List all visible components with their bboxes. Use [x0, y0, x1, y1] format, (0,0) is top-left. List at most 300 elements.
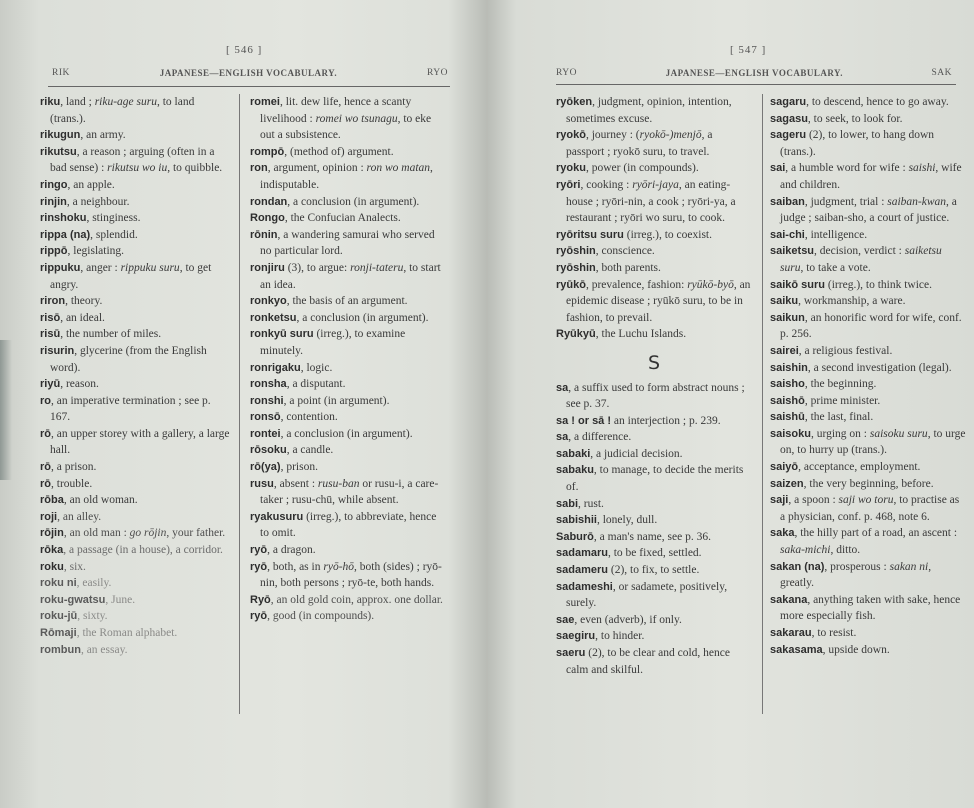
vocab-entry	[556, 645, 752, 678]
vocab-entry	[250, 409, 448, 426]
vocab-entry	[556, 562, 752, 579]
column-divider	[239, 94, 240, 714]
definition: , the Confucian Analects.	[284, 212, 401, 225]
definition: , an essay.	[80, 643, 128, 656]
headword: rompō	[250, 145, 285, 158]
definition: , the Roman alphabet.	[76, 627, 178, 639]
vocab-entry	[250, 426, 448, 443]
headword: rusu	[250, 477, 274, 490]
headword: ryō	[250, 544, 268, 557]
definition: , a dragon.	[267, 544, 316, 557]
headword: rō	[40, 427, 51, 440]
column-left-2	[250, 94, 448, 625]
headword: sakarau	[770, 627, 812, 639]
headword: Saburō	[556, 530, 594, 543]
vocab-entry	[770, 227, 966, 244]
headword: roji	[40, 510, 58, 523]
headword: sakan (na)	[770, 560, 825, 573]
definition: , an imperative termination ; see p. 167.	[50, 394, 211, 424]
definition: , a passage (in a house), a corridor.	[63, 544, 223, 557]
vocab-entry	[770, 277, 966, 294]
right-page	[500, 0, 974, 808]
definition-continued: , greatly.	[780, 560, 932, 590]
definition: , a point (in argument).	[283, 394, 390, 407]
headword: ronjiru	[250, 261, 285, 274]
vocab-entry	[250, 194, 448, 211]
vocab-entry	[770, 409, 966, 426]
definition-continued: , a judge ; saiban-sho, a court of justice.	[780, 195, 957, 225]
vocab-entry	[40, 127, 232, 144]
vocab-entry	[250, 592, 448, 609]
definition: , the basis of an argument.	[286, 295, 408, 308]
definition: , an alley.	[57, 510, 102, 523]
example-phrase: riku-age suru	[94, 96, 157, 108]
definition: , June.	[105, 593, 136, 606]
definition: (irreg.), to think twice.	[825, 278, 933, 291]
definition: , decision, verdict :	[814, 245, 905, 258]
definition: , cooking :	[580, 178, 633, 191]
vocab-entry	[556, 177, 752, 227]
headword: risū	[40, 328, 61, 341]
vocab-entry	[250, 608, 448, 625]
vocab-entry	[556, 496, 752, 513]
definition: , the hilly part of a road, an ascent :	[794, 527, 958, 540]
vocab-entry	[250, 542, 448, 559]
vocab-entry	[556, 545, 752, 562]
vocab-entry	[40, 326, 232, 343]
headword: ronkyū suru	[250, 328, 314, 341]
vocab-entry	[770, 160, 966, 193]
headword: sadameshi	[556, 580, 613, 593]
vocab-entry	[556, 446, 752, 463]
vocab-entry	[770, 127, 966, 160]
vocab-entry	[250, 459, 448, 476]
vocab-entry	[770, 476, 966, 493]
vocab-entry	[556, 612, 752, 629]
definition: , an ideal.	[60, 311, 105, 324]
headword: rō	[40, 477, 51, 490]
headword: ryōken	[556, 96, 593, 108]
definition: , the last, final.	[804, 411, 874, 424]
headword: sakana	[770, 593, 808, 606]
headword: risō	[40, 311, 61, 324]
definition: , both parents.	[595, 261, 661, 274]
definition: , a neighbour.	[66, 195, 130, 208]
definition: , prosperous :	[824, 560, 890, 573]
vocab-entry	[770, 293, 966, 310]
vocab-entry	[40, 260, 232, 293]
example-phrase: rusu-ban	[317, 477, 360, 490]
vocab-entry	[250, 144, 448, 161]
definition: , a conclusion (in argument).	[287, 195, 420, 208]
definition: , lit. dew life, hence a scanty livelihood :	[260, 96, 412, 125]
headword: ryō	[250, 610, 268, 623]
definition: , legislating.	[67, 245, 125, 258]
definition-continued: , to practise as a physician, conf. p. 468, note 6.	[780, 494, 960, 523]
header-right: SAK	[931, 68, 952, 78]
headword: roku	[40, 560, 64, 573]
headword: saisho	[770, 378, 805, 391]
vocab-entry	[40, 559, 232, 576]
headword: saizen	[770, 477, 804, 490]
definition: , an old woman.	[63, 494, 138, 507]
headword: romei	[250, 96, 280, 108]
headword: rinjin	[40, 195, 67, 208]
vocab-entry	[556, 127, 752, 160]
headword: ryakusuru	[250, 510, 304, 523]
vocab-entry	[40, 144, 232, 177]
headword: ryōshin	[556, 261, 596, 274]
vocab-entry	[250, 293, 448, 310]
headword: sai-chi	[770, 228, 805, 241]
vocab-entry	[250, 509, 448, 542]
definition: , to hinder.	[595, 630, 645, 643]
example-phrase: saiketsu suru	[780, 245, 942, 274]
headword: saishū	[770, 411, 805, 424]
definition: , urging on :	[810, 427, 870, 440]
headword: sageru	[770, 129, 807, 142]
example-phrase: ryō-hō	[323, 560, 355, 573]
definition: , good (in compounds).	[267, 610, 375, 623]
vocab-entry	[40, 243, 232, 260]
definition: , the number of miles.	[60, 328, 162, 341]
headword: ryōshin	[556, 245, 596, 258]
headword: roku-jū	[40, 610, 78, 623]
definition: (irreg.), to abbreviate, hence to omit.	[260, 510, 437, 540]
vocab-entry	[40, 608, 232, 625]
definition: , journey : (	[585, 129, 640, 142]
headword: rōnin	[250, 228, 278, 241]
vocab-entry	[770, 111, 966, 128]
definition: , a reason ; arguing (often in a bad sense) :	[50, 145, 215, 175]
definition-continued: , an epidemic disease ; ryūkō suru, to be in fashion, to prevail.	[566, 278, 751, 324]
headword: ryoku	[556, 162, 586, 175]
vocab-entry	[40, 625, 232, 642]
headword: sabaku	[556, 464, 594, 477]
vocab-entry	[40, 177, 232, 194]
definition: , acceptance, employment.	[798, 461, 921, 474]
headword: sa ! or sā !	[556, 414, 612, 427]
vocab-entry	[40, 492, 232, 509]
column-left-1	[40, 94, 232, 658]
definition: , prime minister.	[804, 394, 881, 407]
example-phrase: rikutsu wo iu	[107, 162, 168, 175]
vocab-entry	[40, 293, 232, 310]
vocab-entry	[556, 380, 752, 413]
headword: sa	[556, 381, 569, 394]
definition: , a suffix used to form abstract nouns ; see p. 37.	[566, 381, 745, 411]
definition: , to resist.	[811, 627, 857, 639]
definition: (2), to lower, to hang down (trans.).	[780, 129, 935, 158]
example-phrase: ryokō-)menjō	[639, 129, 702, 142]
definition-continued: , to take a vote.	[800, 261, 871, 274]
definition: , a judicial decision.	[590, 447, 683, 460]
section-letter: S	[647, 351, 661, 374]
vocab-entry	[40, 393, 232, 426]
definition: , upside down.	[822, 643, 890, 656]
vocab-entry	[40, 310, 232, 327]
vocab-entry	[770, 243, 966, 276]
example-phrase: sakan ni	[889, 560, 929, 573]
column-divider	[762, 94, 763, 714]
definition: , a disputant.	[286, 378, 346, 391]
headword: rōjin	[40, 527, 64, 540]
example-phrase: saishi	[908, 162, 936, 175]
headword: rōka	[40, 544, 64, 557]
vocab-entry	[250, 376, 448, 393]
definition: , an apple.	[67, 178, 115, 191]
vocab-entry	[556, 628, 752, 645]
headword: saka	[770, 527, 795, 540]
vocab-entry	[770, 310, 966, 343]
definition: (irreg.), to examine minutely.	[260, 328, 406, 357]
definition: , theory.	[65, 295, 103, 308]
headword: saishō	[770, 394, 805, 407]
vocab-entry	[40, 459, 232, 476]
headword: riyū	[40, 378, 61, 391]
vocab-entry	[556, 326, 752, 343]
headword: rombun	[40, 643, 81, 656]
vocab-entry	[556, 260, 752, 277]
definition: , to descend, hence to go away.	[806, 96, 949, 108]
definition-continued: , your father.	[166, 527, 226, 540]
vocab-entry	[770, 625, 966, 642]
headword: sae	[556, 613, 575, 626]
definition: , stinginess.	[86, 212, 141, 225]
header-left: RYO	[556, 68, 578, 78]
vocab-entry	[40, 642, 232, 659]
vocab-entry	[556, 413, 752, 430]
running-header	[52, 68, 448, 78]
headword: sai	[770, 162, 786, 175]
definition: , to seek, to look for.	[807, 112, 903, 125]
headword: rinshoku	[40, 212, 87, 225]
definition: , rust.	[578, 497, 604, 510]
definition: , a second investigation (legal).	[807, 361, 952, 374]
definition: , argument, opinion :	[267, 162, 367, 175]
vocab-entry	[770, 642, 966, 659]
definition: , anything taken with sake, hence more especially fish.	[780, 593, 961, 623]
vocab-entry	[556, 462, 752, 495]
vocab-entry	[556, 429, 752, 446]
definition-continued: , to start an idea.	[260, 261, 441, 291]
headword: ronshi	[250, 394, 284, 407]
vocab-entry	[770, 360, 966, 377]
definition-continued: or rusu-i, a care-taker ; rusu-chū, while absent.	[260, 477, 439, 507]
definition: , six.	[63, 560, 86, 573]
headword: saisoku	[770, 427, 811, 440]
definition: , conscience.	[595, 245, 655, 258]
headword: sadameru	[556, 564, 608, 577]
headword: sakasama	[770, 643, 823, 656]
headword: ronrigaku	[250, 361, 301, 374]
headword: saiban	[770, 195, 805, 208]
vocab-entry	[556, 94, 752, 127]
definition: , even (adverb), if only.	[574, 613, 682, 626]
definition: , glycerine (from the English word).	[50, 344, 207, 374]
page-number: [ 547 ]	[730, 44, 767, 56]
headword: ryōri	[556, 178, 581, 191]
vocab-entry	[40, 194, 232, 211]
headword: ronsō	[250, 411, 281, 424]
header-center: JAPANESE—ENGLISH VOCABULARY.	[159, 68, 338, 78]
definition: an interjection ; p. 239.	[611, 414, 721, 427]
vocab-entry	[770, 492, 966, 525]
page-number: [ 546 ]	[226, 44, 263, 56]
headword: rippuku	[40, 261, 81, 274]
example-phrase: ronji-tateru	[350, 261, 404, 274]
headword: Ryūkyū	[556, 328, 596, 341]
definition: , an old gold coin, approx. one dollar.	[270, 593, 443, 606]
headword: Rongo	[250, 212, 285, 225]
definition-continued: , an eating-house ; ryōri-nin, a cook ; ryōri-ya, a restaurant ; ryōri wo suru, to cook.	[566, 178, 736, 225]
definition-continued: , to get angry.	[50, 261, 212, 291]
definition: , an old man :	[63, 527, 130, 540]
definition: , reason.	[60, 378, 99, 391]
vocab-entry	[40, 426, 232, 459]
vocab-entry	[250, 310, 448, 327]
definition: , a candle.	[286, 444, 334, 457]
vocab-entry	[40, 542, 232, 559]
headword: ringo	[40, 178, 68, 191]
headword: saeru	[556, 647, 586, 659]
definition: , the very beginning, before.	[803, 477, 934, 490]
headword: rō(ya)	[250, 461, 281, 474]
definition: (2), to be clear and cold, hence calm and skilful.	[566, 647, 730, 676]
definition: , sixty.	[77, 610, 108, 623]
definition: , judgment, trial :	[804, 195, 888, 208]
example-phrase: ron wo matan	[366, 162, 431, 175]
definition: , a conclusion (in argument).	[280, 427, 413, 440]
headword: roku-gwatsu	[40, 593, 106, 606]
headword: rippa (na)	[40, 228, 91, 241]
vocab-entry	[770, 426, 966, 459]
header-left: RIK	[52, 68, 70, 78]
vocab-entry	[250, 260, 448, 293]
headword: riku	[40, 96, 61, 108]
headword: sairei	[770, 344, 799, 357]
vocab-entry	[556, 227, 752, 244]
definition: , logic.	[300, 361, 333, 374]
vocab-entry	[40, 94, 232, 127]
example-phrase: saji wo toru	[838, 494, 894, 507]
headword: ronkyo	[250, 295, 287, 308]
headword: ryōritsu suru	[556, 228, 624, 241]
headword: saiyō	[770, 461, 799, 474]
definition-continued: , both (sides) ; ryō-nin, both persons ; ryō-te, both hands.	[260, 560, 442, 590]
definition: , to manage, to decide the merits of.	[566, 464, 744, 494]
vocab-entry	[250, 210, 448, 227]
definition: , trouble.	[51, 477, 93, 490]
definition-continued: , to urge on, to hurry up (trans.).	[780, 427, 966, 457]
headword: ryokō	[556, 129, 586, 142]
headword: saiku	[770, 295, 799, 308]
headword: rōsoku	[250, 444, 287, 457]
vocab-entry	[40, 476, 232, 493]
headword: saegiru	[556, 630, 596, 643]
vocab-entry	[556, 160, 752, 177]
definition: , prison.	[280, 461, 318, 474]
headword: rikutsu	[40, 145, 77, 158]
vocab-entry	[556, 512, 752, 529]
definition-continued: , to quibble.	[167, 162, 223, 175]
example-phrase: go rōjin	[129, 527, 167, 540]
column-right-1	[556, 94, 752, 678]
headword: rōba	[40, 494, 64, 507]
definition: , absent :	[273, 477, 318, 490]
vocab-entry	[556, 243, 752, 260]
vocab-entry	[250, 393, 448, 410]
headword: roku ni	[40, 577, 77, 590]
vocab-entry	[40, 227, 232, 244]
definition: , a conclusion (in argument).	[296, 311, 429, 324]
example-phrase: ryōri-jaya	[632, 178, 679, 191]
vocab-entry	[770, 194, 966, 227]
headword: sabaki	[556, 447, 591, 460]
vocab-entry	[770, 592, 966, 625]
vocab-entry	[250, 326, 448, 359]
definition: , a man's name, see p. 36.	[593, 530, 711, 543]
definition: , (method of) argument.	[284, 145, 394, 158]
header-center: JAPANESE—ENGLISH VOCABULARY.	[665, 68, 843, 78]
definition: , splendid.	[90, 228, 138, 241]
definition: , the beginning.	[804, 378, 877, 391]
vocab-entry	[40, 592, 232, 609]
headword: rondan	[250, 195, 288, 208]
definition: , a wandering samurai who served no particular lord.	[260, 228, 435, 258]
definition: (irreg.), to coexist.	[623, 228, 712, 241]
vocab-entry	[770, 525, 966, 558]
vocab-entry	[40, 210, 232, 227]
headword: Ryō	[250, 593, 271, 606]
headword: sadamaru	[556, 547, 608, 560]
headword: saishin	[770, 361, 808, 374]
definition-continued: , a passport ; ryokō suru, to travel.	[566, 129, 713, 158]
headword: sa	[556, 431, 569, 444]
vocab-entry	[40, 575, 232, 592]
headword: sabi	[556, 497, 579, 510]
headword: ronketsu	[250, 311, 297, 324]
definition: , intelligence.	[804, 228, 868, 241]
definition: , prevalence, fashion:	[585, 278, 688, 291]
headword: ryūkō	[556, 278, 586, 291]
vocab-entry	[250, 160, 448, 193]
definition: , lonely, dull.	[596, 514, 658, 527]
definition: , an upper storey with a gallery, a large hall.	[50, 427, 230, 457]
vocab-entry	[770, 343, 966, 360]
headword: rō	[40, 461, 51, 474]
running-header	[556, 68, 952, 78]
definition: , workmanship, a ware.	[798, 295, 906, 308]
definition: , a spoon :	[788, 494, 839, 507]
vocab-entry	[770, 459, 966, 476]
vocab-entry	[40, 509, 232, 526]
vocab-entry	[40, 343, 232, 376]
vocab-entry	[770, 559, 966, 592]
definition: , an army.	[80, 129, 126, 142]
definition: (3), to argue:	[284, 261, 351, 274]
example-phrase: rippuku suru	[120, 261, 180, 274]
headword: riron	[40, 295, 66, 308]
headword: ron	[250, 162, 268, 175]
example-phrase: romei wo tsunagu	[315, 112, 398, 125]
definition: , a difference.	[568, 431, 632, 444]
vocab-entry	[250, 227, 448, 260]
definition: , land ;	[60, 96, 95, 108]
header-rule	[556, 84, 956, 85]
headword: sagasu	[770, 112, 808, 125]
vocab-entry	[770, 376, 966, 393]
